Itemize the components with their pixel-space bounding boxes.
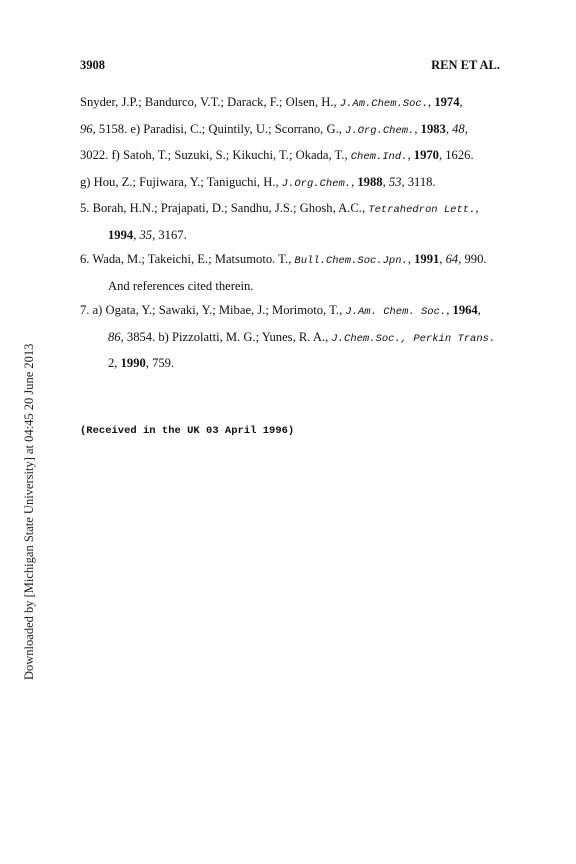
running-title: REN ET AL.	[431, 58, 500, 72]
ref-line: 7. a) Ogata, Y.; Sawaki, Y.; Mibae, J.; Morimoto, T., J.Am. Chem. Soc., 1964,	[80, 303, 481, 318]
ref-line: 86, 3854. b) Pizzolatti, M. G.; Yunes, R. A., J.Chem.Soc., Perkin Trans.	[108, 329, 496, 345]
download-watermark-text: Downloaded by [Michigan State University] at 04:45 20 June 2013	[22, 343, 36, 680]
ref-line: g) Hou, Z.; Fujiwara, Y.; Taniguchi, H., J.Org.Chem., 1988, 53, 3118.	[80, 174, 436, 190]
page-number: 3908	[80, 58, 105, 72]
reference-6	[80, 247, 510, 298]
reference-list	[80, 90, 510, 376]
ref-line: And references cited therein.	[108, 278, 254, 293]
ref-line: 5. Borah, H.N.; Prajapati, D.; Sandhu, J.S.; Ghosh, A.C., Tetrahedron Lett.,	[80, 201, 479, 216]
reference-4-continued	[80, 90, 510, 196]
ref-line: 2, 1990, 759.	[108, 356, 175, 370]
ref-line: 96, 5158. e) Paradisi, C.; Quintily, U.; Scorrano, G., J.Org.Chem., 1983, 48,	[80, 121, 468, 137]
reference-7	[80, 298, 510, 376]
received-note: (Received in the UK 03 April 1996)	[80, 425, 295, 437]
ref-line: 6. Wada, M.; Takeichi, E.; Matsumoto. T., Bull.Chem.Soc.Jpn., 1991, 64, 990.	[80, 252, 487, 267]
download-watermark	[22, 343, 42, 700]
ref-line: 3022. f) Satoh, T.; Suzuki, S.; Kikuchi, T.; Okada, T., Chem.Ind., 1970, 1626.	[80, 148, 474, 163]
ref-line: Snyder, J.P.; Bandurco, V.T.; Darack, F.; Olsen, H., J.Am.Chem.Soc., 1974,	[80, 95, 463, 110]
running-header	[80, 58, 500, 78]
ref-line: 1994, 35, 3167.	[108, 227, 187, 242]
reference-5	[80, 196, 510, 247]
